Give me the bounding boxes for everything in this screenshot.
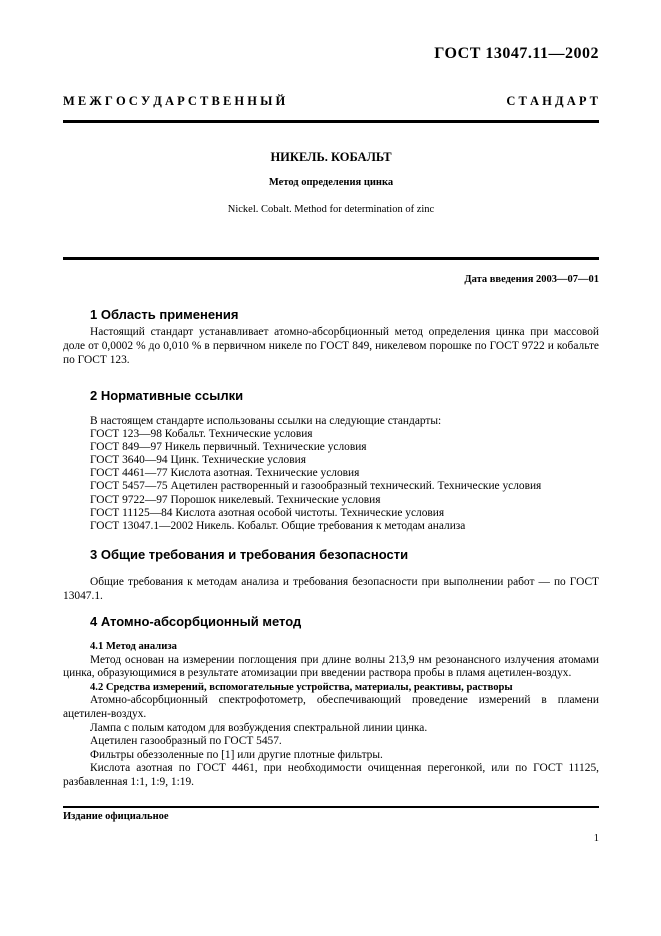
list-item: Кислота азотная по ГОСТ 4461, при необходимости очищенная перегонкой, или по ГОСТ 11125, разбавленная 1:1, 1:9, 1:19. [63, 762, 599, 788]
english-title: Nickel. Cobalt. Method for determination of zinc [227, 204, 435, 215]
list-item: Фильтры обеззоленные по [1] или другие плотные фильтры. [90, 748, 383, 761]
list-item: ГОСТ 5457—75 Ацетилен растворенный и газообразный технический. Технические условия [90, 480, 542, 493]
list-item: ГОСТ 4461—77 Кислота азотная. Технические условия [90, 467, 360, 480]
gost-code: ГОСТ 13047.11—2002 [434, 45, 599, 62]
document-subtitle: Метод определения цинка [268, 177, 394, 188]
list-item: ГОСТ 849—97 Никель первичный. Технические условия [90, 441, 367, 454]
section3-heading: 3 Общие требования и требования безопасности [90, 547, 409, 562]
middle-rule [63, 257, 599, 260]
subsection-4-1-text: Метод основан на измерении поглощения при длине волны 213,9 нм резонансного излучения атомами цинка, образующимися в результате атомизации при введении раствора пробы в пламя ацетилен-воздух. [63, 653, 599, 680]
list-item: ГОСТ 9722—97 Порошок никелевый. Технические условия [90, 493, 381, 506]
references-list [90, 415, 541, 533]
banner-right: С Т А Н Д А Р Т [506, 94, 598, 108]
list-item: Лампа с полым катодом для возбуждения спектральной линии цинка. [90, 721, 428, 734]
list-item: ГОСТ 13047.1—2002 Никель. Кобальт. Общие требования к методам анализа [90, 519, 466, 532]
list-item: ГОСТ 123—98 Кобальт. Технические условия [90, 428, 313, 441]
list-item: Ацетилен газообразный по ГОСТ 5457. [90, 735, 282, 748]
section1-text: Настоящий стандарт устанавливает атомно-абсорбционный метод определения цинка при массовой доле от 0,0002 % до 0,010 % в первичном никеле по ГОСТ 849, никелевом порошке по ГОСТ 9722 и кобальте по ГОСТ 123. [63, 326, 599, 366]
page-number: 1 [593, 833, 599, 844]
top-rule [63, 120, 599, 123]
section1-heading: 1 Область применения [90, 307, 239, 322]
list-item: ГОСТ 3640—94 Цинк. Технические условия [90, 454, 306, 467]
effective-date: Дата введения 2003—07—01 [464, 274, 599, 285]
list-item: ГОСТ 11125—84 Кислота азотная особой чистоты. Технические условия [90, 506, 445, 519]
subsection-4-2-heading: 4.2 Средства измерений, вспомогательные устройства, материалы, реактивы, растворы [90, 681, 513, 693]
document-title: НИКЕЛЬ. КОБАЛЬТ [270, 150, 392, 164]
standard-banner [63, 94, 598, 109]
subsection-4-1-heading: 4.1 Метод анализа [90, 641, 177, 652]
list-item: Атомно-абсорбционный спектрофотометр, обеспечивающий проведение измерений в пламени ацетилен-воздух. [63, 694, 599, 720]
references-intro: В настоящем стандарте использованы ссылки на следующие стандарты: [90, 415, 442, 427]
banner-left: М Е Ж Г О С У Д А Р С Т В Е Н Н Ы Й [63, 94, 286, 108]
section4-body [63, 640, 599, 790]
bottom-rule [63, 806, 599, 808]
section4-heading: 4 Атомно-абсорбционный метод [90, 614, 302, 629]
section3-text: Общие требования к методам анализа и требования безопасности при выполнении работ — по ГОСТ 13047.1. [63, 576, 599, 602]
section2-heading: 2 Нормативные ссылки [90, 388, 244, 403]
edition-label: Издание официальное [63, 811, 169, 822]
